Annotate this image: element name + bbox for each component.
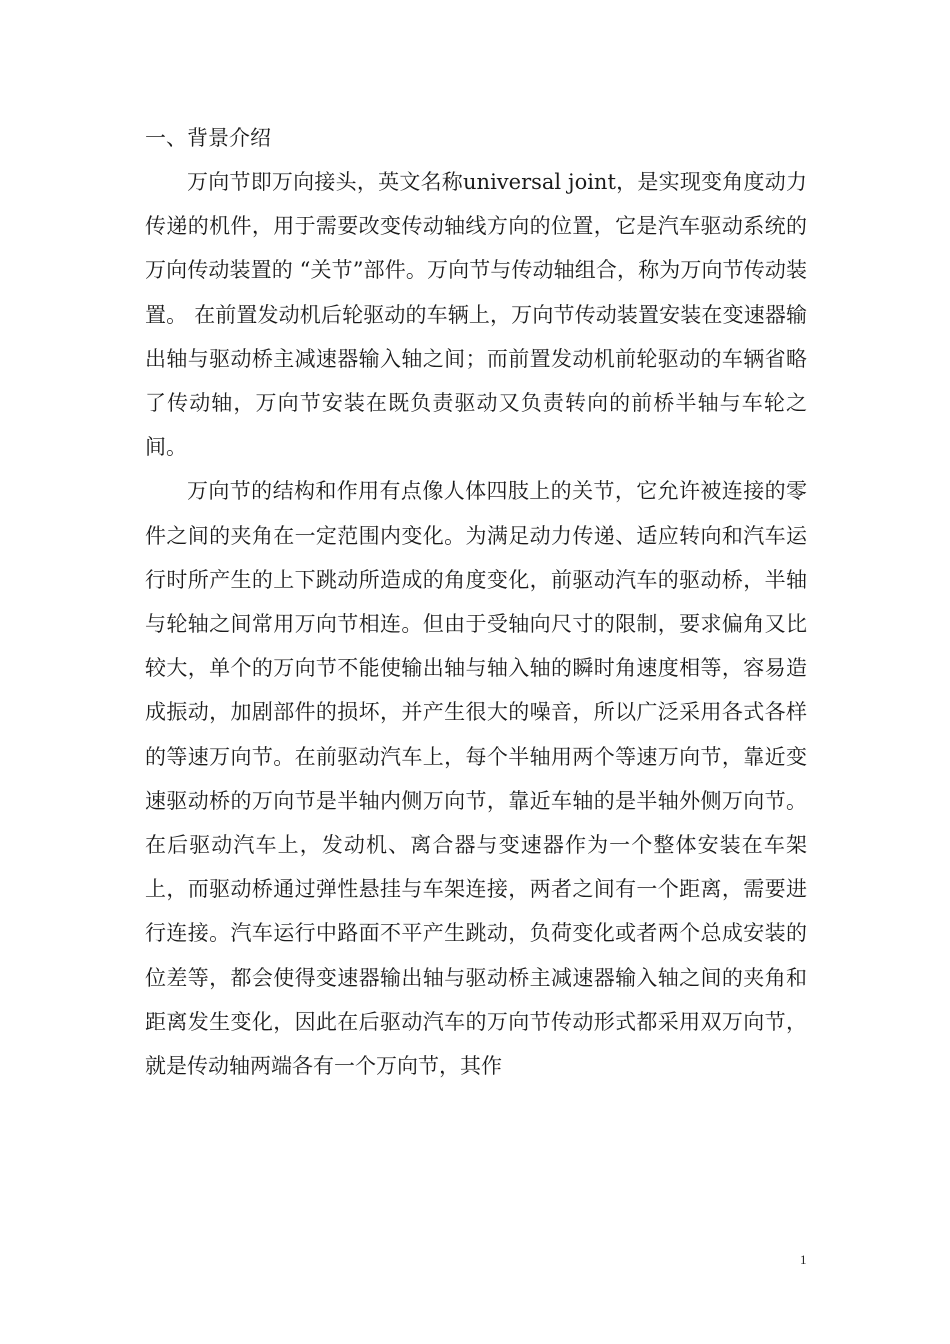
paragraph-intro: 万向节即万向接头，英文名称universal joint，是实现变角度动力传递的机件，用于需要改变传动轴线方向的位置，它是汽车驱动系统的万向传动装置的 “关节”部件。万向节与传动轴组合，称为万向节传动装置。 在前置发动机后轮驱动的车辆上，万向节传动装置安装在变速器输出轴与驱动桥主减速器输入轴之间；而前置发动机前轮驱动的车辆省略了传动轴，万向节安装在既负责驱动又负责转向的前桥半轴与车轮之间。 <box>145 170 807 460</box>
page-number: 1 <box>800 1252 807 1267</box>
paragraph-structure: 万向节的结构和作用有点像人体四肢上的关节，它允许被连接的零件之间的夹角在一定范围内变化。为满足动力传递、适应转向和汽车运行时所产生的上下跳动所造成的角度变化，前驱动汽车的驱动桥，半轴与轮轴之间常用万向节相连。但由于受轴向尺寸的限制，要求偏角又比较大，单个的万向节不能使输出轴与轴入轴的瞬时角速度相等，容易造成振动，加剧部件的损坏，并产生很大的噪音，所以广泛采用各式各样的等速万向节。在前驱动汽车上，每个半轴用两个等速万向节，靠近变速驱动桥的万向节是半轴内侧万向节，靠近车轴的是半轴外侧万向节。在后驱动汽车上，发动机、离合器与变速器作为一个整体安装在车架上，而驱动桥通过弹性悬挂与车架连接，两者之间有一个距离，需要进行连接。汽车运行中路面不平产生跳动，负荷变化或者两个总成安装的位差等，都会使得变速器输出轴与驱动桥主减速器输入轴之间的夹角和距离发生变化，因此在后驱动汽车的万向节传动形式都采用双万向节，就是传动轴两端各有一个万向节，其作 <box>145 479 807 1079</box>
page-content <box>145 116 807 1088</box>
section-heading: 一、背景介绍 <box>145 126 271 150</box>
